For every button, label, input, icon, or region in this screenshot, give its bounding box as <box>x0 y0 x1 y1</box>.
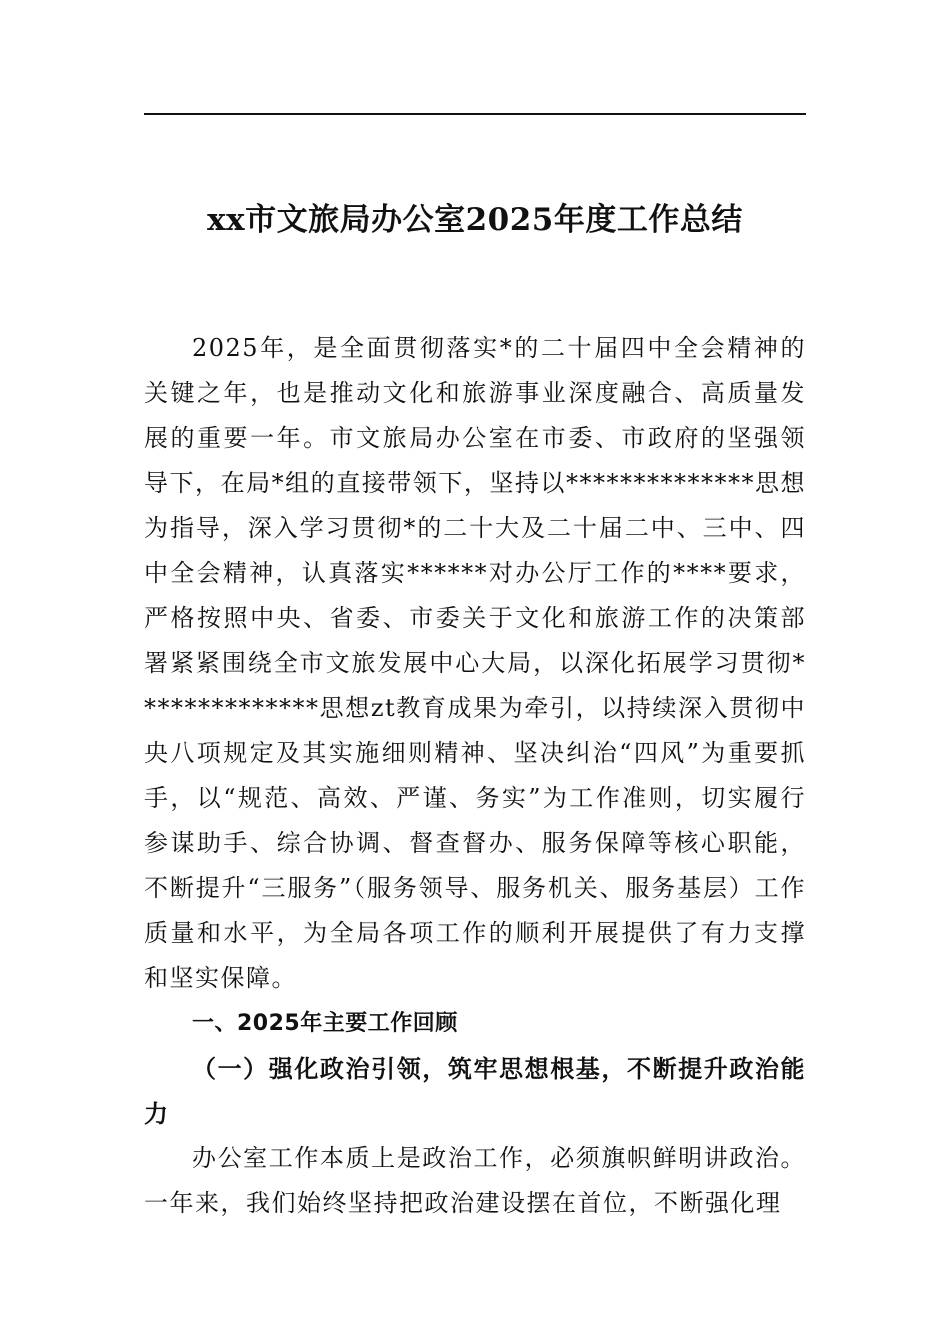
section-heading: 一、2025年主要工作回顾 <box>192 1011 458 1036</box>
subsection-paragraph: 办公室工作本质上是政治工作，必须旗帜鲜明讲政治。一年来，我们始终坚持把政治建设摆在首位，不断强化理 <box>144 1144 806 1217</box>
header-rule <box>144 113 806 115</box>
document-body <box>144 326 806 1226</box>
subsection-heading: （一）强化政治引领，筑牢思想根基，不断提升政治能力 <box>144 1054 806 1128</box>
intro-paragraph: 2025年，是全面贯彻落实*的二十届四中全会精神的关键之年，也是推动文化和旅游事业深度融合、高质量发展的重要一年。市文旅局办公室在市委、市政府的坚强领导下，在局*组的直接带领下，坚持以**************思想为指导，深入学习贯彻*的二十大及二十届二中、三中、四中全会精神，认真落实******对办公厅工作的****要求，严格按照中央、省委、市委关于文化和旅游工作的决策部署紧紧围绕全市文旅发展中心大局，以深化拓展学习贯彻**************思想zt教育成果为牵引，以持续深入贯彻中央八项规定及其实施细则精神、坚决纠治“四风”为重要抓手，以“规范、高效、严谨、务实”为工作准则，切实履行参谋助手、综合协调、督查督办、服务保障等核心职能，不断提升“三服务”（服务领导、服务机关、服务基层）工作质量和水平，为全局各项工作的顺利开展提供了有力支撑和坚实保障。 <box>144 334 806 992</box>
document-title: xx市文旅局办公室2025年度工作总结 <box>207 202 743 238</box>
